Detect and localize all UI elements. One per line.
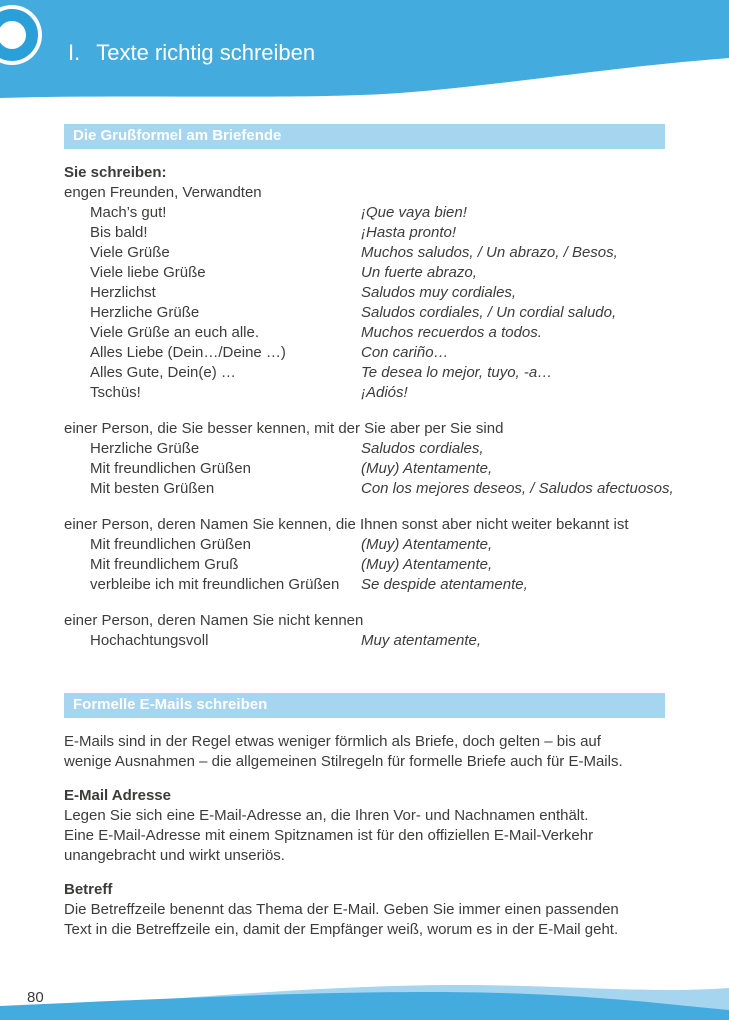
- section-bar-greetings: Die Grußformel am Briefende: [64, 124, 665, 149]
- section-bar-emails: Formelle E-Mails schreiben: [64, 693, 665, 718]
- intro-line: E-Mails sind in der Regel etwas weniger förmlich als Briefe, doch gelten – bis auf: [64, 733, 601, 750]
- german-phrase: Hochachtungsvoll: [90, 632, 209, 649]
- body-line: Eine E-Mail-Adresse mit einem Spitznamen ist für den offiziellen E-Mail-Verkehr: [64, 827, 594, 844]
- phrase-row: [64, 203, 665, 223]
- page-number: 80: [27, 989, 44, 1006]
- emails-intro: [64, 732, 665, 772]
- spanish-phrase: Saludos cordiales,: [361, 440, 484, 457]
- german-phrase: Herzliche Grüße: [90, 440, 200, 457]
- german-phrase: Viele liebe Grüße: [90, 264, 206, 281]
- chapter-title: Texte richtig schreiben: [96, 40, 316, 65]
- german-phrase: Mit freundlichem Gruß: [90, 556, 239, 573]
- body-line: Die Betreffzeile benennt das Thema der E-Mail. Geben Sie immer einen passenden: [64, 901, 619, 918]
- spanish-phrase: Te desea lo mejor, tuyo, -a…: [361, 364, 553, 381]
- chapter-heading: [68, 40, 315, 66]
- german-phrase: Mit freundlichen Grüßen: [90, 536, 251, 553]
- phrase-row: [64, 343, 665, 363]
- german-phrase: Alles Gute, Dein(e) …: [90, 364, 236, 381]
- phrase-row: [64, 363, 665, 383]
- email-subsection: [64, 786, 665, 866]
- spanish-phrase: Muchos recuerdos a todos.: [361, 324, 542, 341]
- spanish-phrase: Con cariño…: [361, 344, 449, 361]
- subsection-heading: E-Mail Adresse: [64, 787, 171, 804]
- german-phrase: Herzliche Grüße: [90, 304, 200, 321]
- greeting-group: [64, 515, 665, 595]
- spanish-phrase: ¡Hasta pronto!: [361, 224, 457, 241]
- greeting-group: [64, 419, 674, 499]
- footer-wave: [0, 980, 729, 1020]
- spanish-phrase: Saludos muy cordiales,: [361, 284, 517, 301]
- page-content: [64, 124, 674, 940]
- phrase-row: [64, 535, 665, 555]
- german-phrase: Tschüs!: [90, 384, 141, 401]
- german-phrase: Herzlichst: [90, 284, 156, 301]
- spanish-phrase: Un fuerte abrazo,: [361, 264, 477, 281]
- lead-sie-schreiben: Sie schreiben:: [64, 164, 167, 181]
- email-subsection: [64, 880, 665, 940]
- phrase-row: [64, 243, 665, 263]
- spanish-phrase: Muchos saludos, / Un abrazo, / Besos,: [361, 244, 618, 261]
- greeting-group: [64, 183, 665, 403]
- spanish-phrase: Muy atentamente,: [361, 632, 482, 649]
- german-phrase: Viele Grüße an euch alle.: [90, 324, 259, 341]
- spanish-phrase: ¡Adiós!: [361, 384, 408, 401]
- phrase-row: [64, 263, 665, 283]
- phrase-row: [64, 323, 665, 343]
- phrase-row: [64, 283, 665, 303]
- spanish-phrase: ¡Que vaya bien!: [361, 204, 467, 221]
- german-phrase: Mit besten Grüßen: [90, 480, 215, 497]
- intro-line: wenige Ausnahmen – die allgemeinen Stilregeln für formelle Briefe auch für E-Mails.: [64, 753, 623, 770]
- german-phrase: Alles Liebe (Dein…/Deine …): [90, 344, 286, 361]
- group-heading: engen Freunden, Verwandten: [64, 184, 262, 201]
- phrase-row: [64, 459, 665, 479]
- phrase-row: [64, 439, 665, 459]
- spanish-phrase: Se despide atentamente,: [361, 576, 528, 593]
- phrase-row: [64, 223, 665, 243]
- greeting-groups: [64, 183, 674, 651]
- group-heading: einer Person, die Sie besser kennen, mit der Sie aber per Sie sind: [64, 420, 504, 437]
- chapter-numeral: I.: [68, 40, 81, 65]
- body-line: Legen Sie sich eine E-Mail-Adresse an, die Ihren Vor- und Nachnamen enthält.: [64, 807, 589, 824]
- phrase-row: [64, 303, 665, 323]
- german-phrase: Mit freundlichen Grüßen: [90, 460, 251, 477]
- german-phrase: Mach’s gut!: [90, 204, 167, 221]
- spanish-phrase: (Muy) Atentamente,: [361, 536, 493, 553]
- group-heading: einer Person, deren Namen Sie kennen, die Ihnen sonst aber nicht weiter bekannt ist: [64, 516, 629, 533]
- phrase-row: [64, 479, 674, 499]
- german-phrase: Bis bald!: [90, 224, 148, 241]
- group-heading: einer Person, deren Namen Sie nicht kennen: [64, 612, 364, 629]
- body-line: Text in die Betreffzeile ein, damit der Empfänger weiß, worum es in der E-Mail geht.: [64, 921, 619, 938]
- german-phrase: Viele Grüße: [90, 244, 170, 261]
- spanish-phrase: Con los mejores deseos, / Saludos afectuosos,: [361, 480, 674, 497]
- spanish-phrase: (Muy) Atentamente,: [361, 460, 493, 477]
- spanish-phrase: (Muy) Atentamente,: [361, 556, 493, 573]
- german-phrase: verbleibe ich mit freundlichen Grüßen: [90, 576, 340, 593]
- phrase-row: [64, 555, 665, 575]
- greeting-group: [64, 611, 665, 651]
- email-subsections: [64, 786, 665, 940]
- subsection-heading: Betreff: [64, 881, 113, 898]
- phrase-row: [64, 575, 665, 595]
- body-line: unangebracht und wirkt unseriös.: [64, 847, 285, 864]
- spanish-phrase: Saludos cordiales, / Un cordial saludo,: [361, 304, 617, 321]
- phrase-row: [64, 631, 665, 651]
- phrase-row: [64, 383, 665, 403]
